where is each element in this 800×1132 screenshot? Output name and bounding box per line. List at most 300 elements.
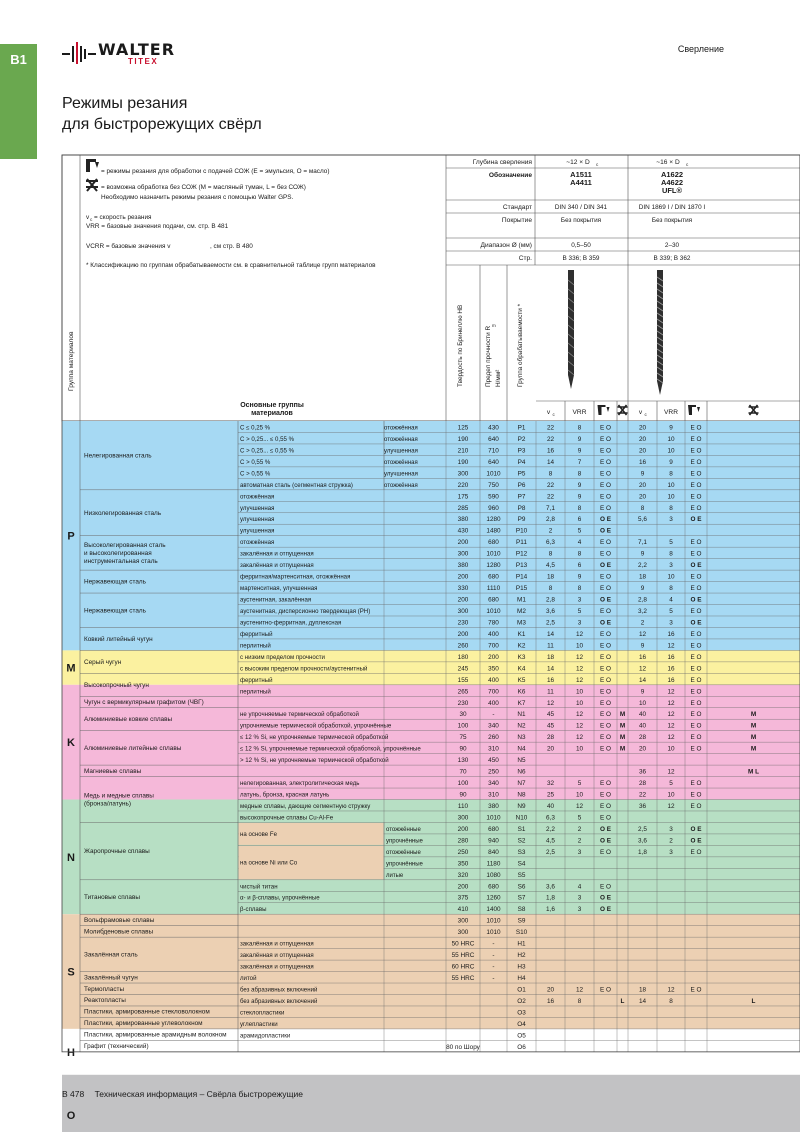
cutting-value: 25 xyxy=(546,791,555,799)
material-condition: отожжённые xyxy=(386,849,421,856)
cutting-value: 12 xyxy=(667,802,675,810)
cutting-value: 20 xyxy=(638,481,647,489)
material-subtype: улучшенная xyxy=(240,527,275,535)
cutting-value: 36 xyxy=(638,768,647,776)
cutting-value: 12 xyxy=(667,699,675,707)
cutting-value: N2 xyxy=(517,722,526,730)
cutting-value: E O xyxy=(690,986,702,994)
cutting-value: 200 xyxy=(457,883,469,891)
cutting-value: E O xyxy=(690,630,702,638)
cutting-value: 8 xyxy=(577,470,582,478)
cutting-value: 14 xyxy=(546,630,555,638)
cutting-value: 7,1 xyxy=(638,539,647,547)
cutting-value: 285 xyxy=(457,504,469,512)
cutting-value: 16 xyxy=(667,653,675,661)
page-footer xyxy=(62,1089,303,1099)
cutting-value: 680 xyxy=(488,573,499,581)
cutting-value: 1110 xyxy=(486,585,501,593)
cutting-value: 12 xyxy=(546,699,555,707)
cutting-value: 8 xyxy=(577,550,582,558)
cutting-value: 300 xyxy=(457,814,469,822)
cutting-value: 22 xyxy=(638,791,647,799)
cutting-value: E O xyxy=(690,504,702,512)
vrr-header: VRR xyxy=(572,409,587,416)
material-group-name: Пластики, армированные стекловолокном xyxy=(84,1008,210,1016)
legend-text: VCRR = базовые значения v xyxy=(86,243,171,250)
cutting-value: 340 xyxy=(488,722,499,730)
material-subtype: без абразивных включений xyxy=(240,986,318,994)
material-condition: упрочнённые xyxy=(386,838,423,845)
cutting-value: 9 xyxy=(640,642,645,650)
cutting-value: E O xyxy=(599,424,612,432)
cutting-value: 3,6 xyxy=(546,883,555,891)
material-subtype: чистый титан xyxy=(240,883,278,891)
cutting-value: 1010 xyxy=(486,470,501,478)
legend-text: VRR = базовые значения подачи, см. стр. B 481 xyxy=(86,223,229,230)
cutting-value: 4 xyxy=(669,596,673,604)
basic-groups-header: материалов xyxy=(251,410,293,417)
legend-text: = возможна обработка без СОЖ (M = масляный туман, L = без СОЖ) xyxy=(101,184,306,191)
vrr-header: VRR xyxy=(664,409,678,416)
material-group-name: Молибденовые сплавы xyxy=(84,928,154,936)
vc-header: v xyxy=(638,409,643,416)
cutting-value: 310 xyxy=(488,791,499,799)
material-subtype: на основе Ni или Co xyxy=(240,859,298,867)
cutting-value: N6 xyxy=(517,768,526,776)
tool-designation: A1622 xyxy=(660,170,684,179)
cutting-value: 1280 xyxy=(486,562,501,570)
cutting-value: 2,8 xyxy=(546,596,555,604)
material-group-band xyxy=(62,1075,800,1132)
cutting-value: 8 xyxy=(548,585,553,593)
material-subtype: ≤ 12 % Si, упрочняемые термической обработкой, упрочнённые xyxy=(240,745,421,753)
cutting-value: 5 xyxy=(669,780,673,788)
cutting-value: 6 xyxy=(577,562,582,570)
material-group-name: Закалённая сталь xyxy=(84,951,138,959)
cutting-value: 8 xyxy=(669,585,673,593)
cutting-value: 14 xyxy=(638,676,647,684)
cutting-value: 430 xyxy=(488,424,499,432)
cutting-value: 18 xyxy=(638,573,647,581)
cutting-value: 75 xyxy=(459,734,467,742)
cutting-value: 9 xyxy=(640,585,645,593)
cutting-value: 265 xyxy=(457,688,469,696)
material-subtype: упрочняемые термической обработкой, упрочнённые xyxy=(240,722,392,730)
material-subtype: улучшенная xyxy=(240,516,275,524)
cutting-value: 380 xyxy=(457,516,469,524)
material-subtype: аустенитная, закалённая xyxy=(240,596,312,604)
cutting-value: H2 xyxy=(517,952,526,960)
cutting-value: E O xyxy=(690,585,702,593)
cutting-value: 12 xyxy=(575,711,584,719)
cutting-value: 18 xyxy=(638,986,647,994)
hardness-header: Твердость по Бринеллю HB xyxy=(457,304,464,387)
cutting-value: E O xyxy=(599,653,612,661)
cutting-value: E O xyxy=(690,745,702,753)
cutting-value: S8 xyxy=(517,906,526,914)
cutting-value: 10 xyxy=(575,791,584,799)
cutting-value: E O xyxy=(690,780,702,788)
cutting-value: 3,2 xyxy=(638,607,647,615)
cutting-value: 36 xyxy=(638,802,647,810)
cutting-value: O E xyxy=(599,825,612,833)
cutting-value: 20 xyxy=(638,447,647,455)
cutting-value: 16 xyxy=(638,458,647,466)
cutting-value: 16 xyxy=(667,665,675,673)
material-subtype: β-сплавы xyxy=(240,906,267,914)
cutting-value: O E xyxy=(599,516,612,524)
cutting-value: E O xyxy=(599,734,612,742)
cutting-value: 710 xyxy=(488,447,499,455)
cutting-value: N1 xyxy=(517,711,526,719)
material-subtype: ферритная/мартенситная, отожжённая xyxy=(240,573,351,581)
cutting-value: E O xyxy=(599,688,612,696)
cutting-value: P14 xyxy=(515,573,528,581)
cutting-value: 350 xyxy=(488,665,499,673)
cutting-value: 11 xyxy=(547,688,554,696)
cutting-value: 9 xyxy=(669,458,673,466)
cutting-value: E O xyxy=(599,802,612,810)
material-condition: отожжённые xyxy=(386,826,421,833)
cutting-value: 680 xyxy=(488,596,499,604)
cutting-value: K4 xyxy=(517,665,526,673)
cutting-value: 100 xyxy=(457,780,469,788)
cutting-value: E O xyxy=(690,447,702,455)
cutting-value: 680 xyxy=(488,539,499,547)
logo-subtext: TITEX xyxy=(128,57,159,66)
cutting-value: E O xyxy=(690,791,702,799)
cutting-value: E O xyxy=(690,458,702,466)
legend-text: v xyxy=(86,214,90,221)
cutting-value: 90 xyxy=(459,791,467,799)
cutting-value: K6 xyxy=(517,688,526,696)
cutting-value: 9 xyxy=(577,447,582,455)
material-subtype: отожжённая xyxy=(240,539,275,547)
cutting-value: E O xyxy=(690,722,702,730)
material-subtype: латунь, бронза, красная латунь xyxy=(240,791,330,799)
cutting-value: 300 xyxy=(457,929,469,937)
cutting-value: K2 xyxy=(517,642,526,650)
cutting-value: E O xyxy=(599,642,612,650)
cutting-value: 70 xyxy=(459,768,467,776)
cutting-value: O E xyxy=(599,596,612,604)
material-subtype: с низким пределом прочности xyxy=(240,653,325,661)
cutting-value: 80 по Шору xyxy=(446,1043,480,1051)
cutting-value: L xyxy=(620,997,625,1005)
cutting-value: 12 xyxy=(667,722,675,730)
cutting-value: 130 xyxy=(457,757,469,765)
cutting-value: P6 xyxy=(517,481,526,489)
cutting-value: E O xyxy=(599,539,612,547)
cutting-value: O E xyxy=(690,825,702,833)
cutting-value: 7,1 xyxy=(546,504,555,512)
cutting-value: 12 xyxy=(575,722,584,730)
tool-row-label: Обозначение xyxy=(488,172,532,179)
tool-row-label: Глубина сверления xyxy=(472,159,532,166)
cutting-value: P13 xyxy=(515,562,528,570)
cutting-value: 12 xyxy=(667,986,675,994)
cutting-value: L xyxy=(751,997,756,1005)
material-group-name: Ковкий литейный чугун xyxy=(84,635,153,643)
cutting-value: 200 xyxy=(457,539,469,547)
cutting-value: 12 xyxy=(575,734,584,742)
cutting-value: 3 xyxy=(577,894,582,902)
cutting-value: 430 xyxy=(457,527,469,535)
material-subtype: улучшенная xyxy=(240,504,275,512)
cutting-value: 2,2 xyxy=(546,825,555,833)
cutting-value: 380 xyxy=(488,802,499,810)
depth-value: ~12 × D xyxy=(566,159,590,166)
cutting-value: H1 xyxy=(517,940,526,948)
cutting-value: 260 xyxy=(488,734,499,742)
group-column-header: Группа материалов xyxy=(68,331,75,391)
cutting-value: E O xyxy=(690,435,702,443)
cutting-value: 20 xyxy=(638,424,647,432)
cutting-value: 1260 xyxy=(486,894,501,902)
cutting-value: 200 xyxy=(457,573,469,581)
cutting-value: 230 xyxy=(457,699,469,707)
cutting-value: 3,6 xyxy=(546,607,555,615)
cutting-value: 2,5 xyxy=(546,848,555,856)
material-subtype: без абразивных включений xyxy=(240,997,318,1005)
cutting-value: E O xyxy=(690,711,702,719)
cutting-value: 12 xyxy=(575,665,584,673)
cutting-value: 8 xyxy=(577,424,582,432)
material-subtype: C > 0,55 % xyxy=(240,458,271,466)
cutting-value: 30 xyxy=(459,711,467,719)
cutting-value: 12 xyxy=(575,653,584,661)
cutting-value: 2,8 xyxy=(638,596,647,604)
cutting-value: S6 xyxy=(517,883,526,891)
section-tab xyxy=(0,44,37,159)
cutting-value: 8 xyxy=(640,504,645,512)
cutting-value: E O xyxy=(599,470,612,478)
cutting-value: P12 xyxy=(515,550,528,558)
cutting-value: 2,5 xyxy=(546,619,555,627)
cutting-value: 5 xyxy=(577,607,582,615)
material-group-name: Алюминиевые литейные сплавы xyxy=(84,744,182,752)
legend-text: , см стр. B 480 xyxy=(210,243,253,250)
material-subtype: закалённая и отпущенная xyxy=(240,952,314,960)
material-subtype: не упрочняемые термической обработкой xyxy=(240,711,359,719)
cutting-value: 180 xyxy=(457,653,469,661)
tool-designation: A1511 xyxy=(570,170,592,179)
cutting-value: 22 xyxy=(546,493,555,501)
cutting-value: 1,6 xyxy=(546,906,555,914)
cutting-value: E O xyxy=(599,435,612,443)
tool-standard: DIN 1869 I / DIN 1870 I xyxy=(638,204,706,211)
material-group-name: (бронза/латунь) xyxy=(84,800,132,808)
strength-header: Предел прочности R xyxy=(485,325,492,387)
material-subtype: C > 0,55 % xyxy=(240,470,271,478)
cutting-value: M3 xyxy=(517,619,526,627)
cutting-value: 4,5 xyxy=(546,837,555,845)
cutting-value: 10 xyxy=(575,699,584,707)
tool-row-label: Стандарт xyxy=(502,204,532,211)
cutting-value: 8 xyxy=(669,550,673,558)
cutting-value: E O xyxy=(599,722,612,730)
cutting-value: E O xyxy=(690,470,702,478)
tool-page: B 339; B 362 xyxy=(653,255,691,262)
cutting-value: 380 xyxy=(457,562,469,570)
cutting-value: - xyxy=(492,940,495,948)
cutting-value: 2 xyxy=(577,825,582,833)
material-subtype: C > 0,25... ≤ 0,55 % xyxy=(240,447,294,455)
cutting-value: 340 xyxy=(488,780,499,788)
material-subtype: закалённая и отпущенная xyxy=(240,550,314,558)
cutting-value: 28 xyxy=(638,780,647,788)
cutting-value: H4 xyxy=(517,975,526,983)
cutting-value: 700 xyxy=(488,688,499,696)
material-subtype: закалённая и отпущенная xyxy=(240,940,314,948)
cutting-value: 320 xyxy=(457,871,469,879)
material-subtype: закалённая и отпущенная xyxy=(240,963,314,971)
cutting-value: O E xyxy=(690,837,702,845)
material-group-name: Чугун с вермикулярным графитом (ЧВГ) xyxy=(84,699,204,707)
material-subtype: на основе Fe xyxy=(240,830,277,838)
cutting-value: E O xyxy=(599,711,612,719)
cutting-value: S5 xyxy=(517,871,526,879)
material-condition: отожжённая xyxy=(384,482,418,489)
cutting-value: 6,3 xyxy=(546,814,555,822)
material-group-letter: K xyxy=(67,737,75,750)
cutting-value: 9 xyxy=(640,550,645,558)
cutting-value: S10 xyxy=(515,929,528,937)
cutting-value: 40 xyxy=(546,802,555,810)
material-condition: литые xyxy=(386,872,404,879)
cutting-value: E O xyxy=(599,665,612,673)
cutting-value: E O xyxy=(690,424,702,432)
cutting-value: P1 xyxy=(517,424,526,432)
cutting-value: 110 xyxy=(457,802,469,810)
cutting-value: M xyxy=(619,722,626,730)
cutting-value: 9 xyxy=(669,424,673,432)
cutting-value: 190 xyxy=(457,458,469,466)
cutting-value: 20 xyxy=(546,745,555,753)
cutting-value: 3 xyxy=(669,825,673,833)
tool-range: 0,5–50 xyxy=(571,242,591,249)
cutting-value: E O xyxy=(599,699,612,707)
material-group-name: Серый чугун xyxy=(84,658,122,666)
cutting-value: 45 xyxy=(546,722,555,730)
cutting-value: E O xyxy=(690,665,702,673)
tool-coating: Без покрытия xyxy=(651,217,693,224)
cutting-value: 18 xyxy=(546,573,555,581)
cutting-value: 300 xyxy=(457,550,469,558)
material-subtype: ферритный xyxy=(240,676,273,684)
cutting-value: 3 xyxy=(577,906,582,914)
cutting-value: E O xyxy=(599,458,612,466)
material-subtype: аустенитная, дисперсионно твердеющая (PH) xyxy=(240,607,371,615)
legend-text: = скорость резания xyxy=(94,214,152,221)
material-subtype: > 12 % Si, не упрочняемые термической обработкой xyxy=(240,757,389,765)
cutting-value: 40 xyxy=(638,711,647,719)
cutting-value: - xyxy=(492,952,495,960)
basic-groups-header: Основные группы xyxy=(240,402,304,409)
material-condition: отожжённая xyxy=(384,436,418,443)
cutting-value: K5 xyxy=(517,676,526,684)
cutting-value: 300 xyxy=(457,607,469,615)
cutting-value: 250 xyxy=(457,848,469,856)
cutting-value: 310 xyxy=(488,745,499,753)
material-subtype: α- и β-сплавы, упрочнённые xyxy=(240,894,320,902)
cutting-value: 3 xyxy=(577,619,582,627)
material-subtype: перлитный xyxy=(240,688,271,696)
cutting-value: E O xyxy=(690,653,702,661)
cutting-value: E O xyxy=(599,630,612,638)
cutting-value: 125 xyxy=(457,424,469,432)
cutting-value: 750 xyxy=(488,481,499,489)
cutting-value: - xyxy=(492,711,495,719)
cutting-value: E O xyxy=(690,550,702,558)
cutting-value: P11 xyxy=(516,539,527,547)
cutting-value: 590 xyxy=(488,493,499,501)
cutting-value: S2 xyxy=(517,837,526,845)
cutting-value: 16 xyxy=(638,653,647,661)
cutting-value: 5 xyxy=(669,607,673,615)
cutting-value: 10 xyxy=(667,481,675,489)
cutting-value: 8 xyxy=(577,504,582,512)
material-condition: улучшенная xyxy=(384,471,418,478)
material-condition: упрочнённые xyxy=(386,861,423,868)
cutting-value: 245 xyxy=(457,665,469,673)
cutting-value: 12 xyxy=(575,986,584,994)
material-subtype: медные сплавы, дающие сегментную стружку xyxy=(240,802,371,810)
cutting-value: 12 xyxy=(575,676,584,684)
cutting-value: 12 xyxy=(667,642,675,650)
cutting-value: M xyxy=(619,711,626,719)
cutting-value: S1 xyxy=(517,825,526,833)
cutting-value: 12 xyxy=(575,630,584,638)
cutting-value: O4 xyxy=(517,1020,526,1028)
tool-page: B 336; B 359 xyxy=(562,255,600,262)
material-group-name: и высоколегированная xyxy=(84,549,152,557)
material-group-letter: N xyxy=(67,851,75,864)
material-subtype: нелегированная, электролитическая медь xyxy=(240,780,360,788)
legend-text: c xyxy=(90,217,93,222)
cutting-value: E O xyxy=(599,573,612,581)
cutting-value: 14 xyxy=(546,458,555,466)
walter-logo xyxy=(62,40,202,70)
cutting-value: 10 xyxy=(575,745,584,753)
cutting-value: - xyxy=(492,975,495,983)
cutting-value: 9 xyxy=(577,493,582,501)
cutting-value: N5 xyxy=(517,757,526,765)
cutting-value: P15 xyxy=(515,585,528,593)
material-subtype: мартенситная, улучшенная xyxy=(240,585,318,593)
cutting-value: 3 xyxy=(577,596,582,604)
cutting-value: N7 xyxy=(517,780,526,788)
material-subtype: углепластики xyxy=(240,1020,278,1028)
cutting-value: 780 xyxy=(488,619,499,627)
cutting-value: O E xyxy=(599,837,612,845)
cutting-value: 840 xyxy=(488,848,499,856)
cutting-value: O5 xyxy=(517,1032,526,1040)
cutting-value: 20 xyxy=(546,986,555,994)
section-header: Сверление xyxy=(677,44,724,54)
cutting-value: 2 xyxy=(640,619,645,627)
cutting-value: 90 xyxy=(459,745,467,753)
cutting-value: 8 xyxy=(548,470,553,478)
material-subtype: автоматная сталь (сегментная стружка) xyxy=(240,481,353,489)
cutting-value: 155 xyxy=(457,676,469,684)
cutting-value: E O xyxy=(599,780,612,788)
cutting-value: 8 xyxy=(577,997,582,1005)
cutting-value: P9 xyxy=(517,516,526,524)
cutting-value: 8 xyxy=(669,470,673,478)
cutting-value: 300 xyxy=(457,470,469,478)
cutting-value: 7 xyxy=(577,458,582,466)
